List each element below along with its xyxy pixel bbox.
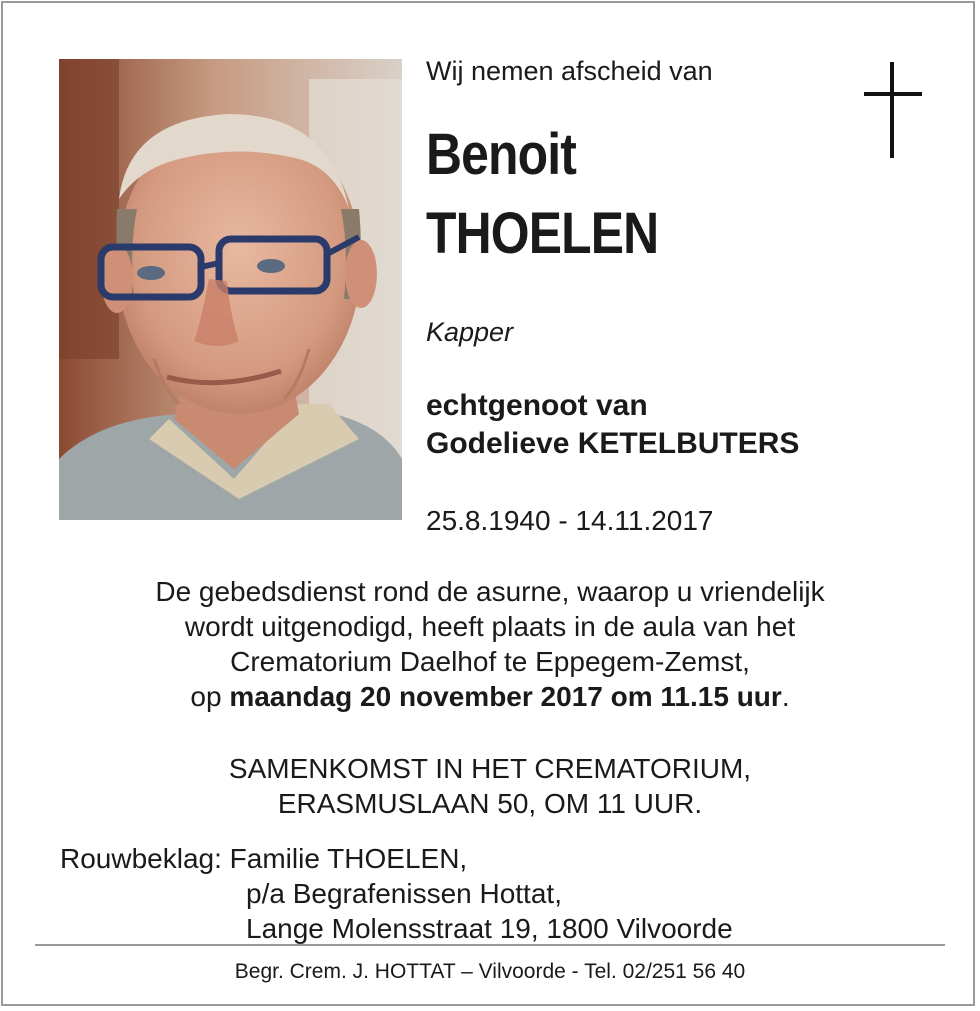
condolence-line-1 — [60, 841, 733, 876]
condolence-label: Rouwbeklag: — [60, 843, 230, 874]
spouse-info — [426, 387, 799, 463]
service-line-1: De gebedsdienst rond de asurne, waarop u vriendelijk — [155, 576, 825, 607]
deceased-first-name: Benoit — [426, 122, 577, 187]
gathering-line-2: ERASMUSLAAN 50, OM 11 UUR. — [277, 788, 703, 819]
service-date-time: maandag 20 november 2017 om 11.15 uur — [229, 681, 782, 712]
portrait-photo — [59, 59, 402, 520]
funeral-home-footer: Begr. Crem. J. HOTTAT – Vilvoorde - Tel. 02/251 56 40 — [234, 960, 746, 983]
spouse-line-2: Godelieve KETELBUTERS — [426, 427, 800, 460]
service-announcement — [40, 574, 940, 714]
spouse-line-1: echtgenoot van — [426, 389, 648, 422]
profession: Kapper — [426, 317, 514, 347]
service-line-4 — [40, 679, 940, 714]
intro-text: Wij nemen afscheid van — [426, 56, 713, 86]
footer-divider — [35, 944, 945, 946]
gathering-info — [40, 751, 940, 821]
service-line-2: wordt uitgenodigd, heeft plaats in de aula van het — [184, 611, 796, 642]
cross-icon — [864, 62, 922, 158]
life-dates: 25.8.1940 - 14.11.2017 — [426, 505, 714, 536]
deceased-last-name: THOELEN — [426, 201, 659, 266]
condolence-line-3: Lange Molensstraat 19, 1800 Vilvoorde — [246, 913, 733, 944]
gathering-line-1: SAMENKOMST IN HET CREMATORIUM, — [228, 753, 752, 784]
condolence-line-2: p/a Begrafenissen Hottat, — [246, 878, 562, 909]
service-date-suffix: . — [781, 681, 790, 712]
service-line-3: Crematorium Daelhof te Eppegem-Zemst, — [230, 646, 750, 677]
condolence-address — [60, 841, 733, 946]
condolence-family: Familie THOELEN, — [229, 843, 468, 874]
service-date-prefix: op — [190, 681, 230, 712]
